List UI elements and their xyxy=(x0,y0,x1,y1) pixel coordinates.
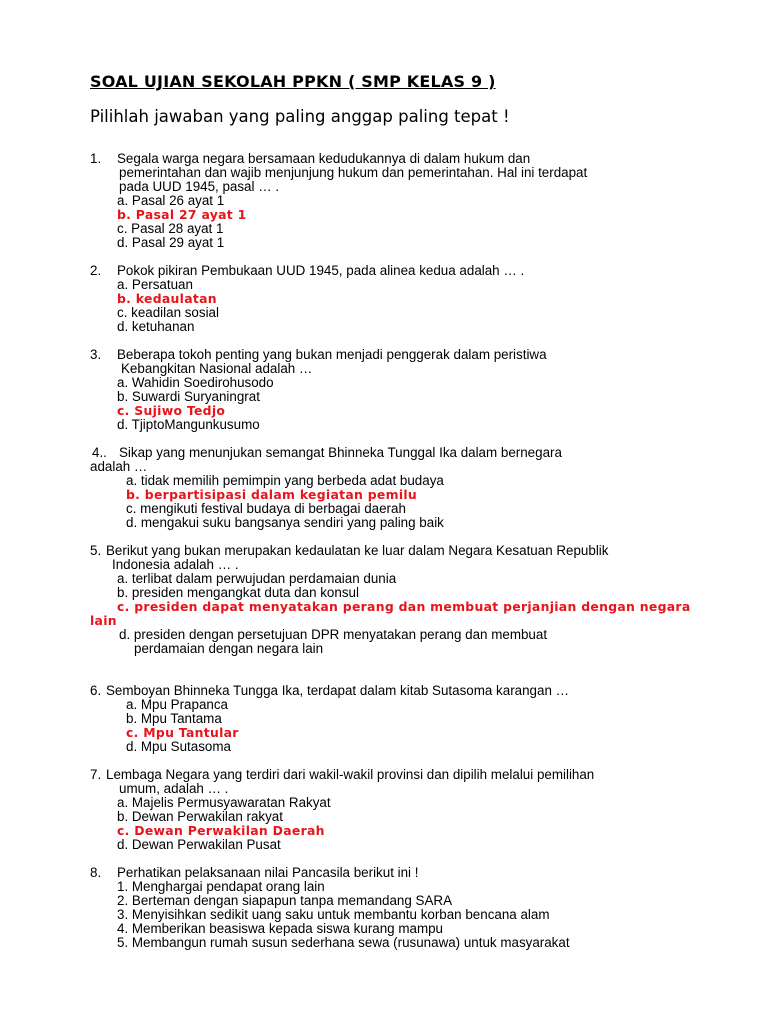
question-number: 4.. xyxy=(92,445,107,460)
question-text: pemerintahan dan wajib menjunjung hukum dan pemerintahan. Hal ini terdapat xyxy=(119,165,588,180)
option-b: b. Mpu Tantama xyxy=(126,711,222,726)
option-d: d. Mpu Sutasoma xyxy=(126,739,231,754)
option-b: b. Suwardi Suryaningrat xyxy=(117,389,260,404)
option-d: d. TjiptoMangunkusumo xyxy=(117,417,260,432)
question-text: Kebangkitan Nasional adalah … xyxy=(121,361,313,376)
option-a: a. Wahidin Soedirohusodo xyxy=(117,375,274,390)
option-d-continued: perdamaian dengan negara lain xyxy=(134,641,324,656)
question-text: Berikut yang bukan merupakan kedaulatan ke luar dalam Negara Kesatuan Republik xyxy=(106,543,609,558)
question-number: 1. xyxy=(90,151,102,166)
option-b: b. Dewan Perwakilan rakyat xyxy=(117,809,283,824)
question-number: 3. xyxy=(90,347,102,362)
question-text: Indonesia adalah … . xyxy=(112,557,239,572)
option-d: d. Pasal 29 ayat 1 xyxy=(117,235,225,250)
question-text: Beberapa tokoh penting yang bukan menjadi penggerak dalam peristiwa xyxy=(117,347,547,362)
question-text: Segala warga negara bersamaan kedudukannya di dalam hukum dan xyxy=(117,151,531,166)
option-c: c. Pasal 28 ayat 1 xyxy=(117,221,224,236)
option-d: d. presiden dengan persetujuan DPR menyatakan perang dan membuat xyxy=(119,627,548,642)
option-a: a. Persatuan xyxy=(117,277,193,292)
option-b-answer: b. kedaulatan xyxy=(117,291,217,306)
question-text: Perhatikan pelaksanaan nilai Pancasila berikut ini ! xyxy=(117,865,419,880)
question-number: 8. xyxy=(90,865,102,880)
question-text: Sikap yang menunjukan semangat Bhinneka Tunggal Ika dalam bernegara xyxy=(119,445,562,460)
list-item: 5. Membangun rumah susun sederhana sewa (rusunawa) untuk masyarakat xyxy=(117,935,570,950)
option-b-answer: b. Pasal 27 ayat 1 xyxy=(117,207,247,222)
option-d: d. Dewan Perwakilan Pusat xyxy=(117,837,281,852)
option-c: c. keadilan sosial xyxy=(117,305,219,320)
list-item: 2. Berteman dengan siapapun tanpa memandang SARA xyxy=(117,893,452,908)
question-text: Semboyan Bhinneka Tungga Ika, terdapat dalam kitab Sutasoma karangan … xyxy=(106,683,570,698)
option-c-answer: c. presiden dapat menyatakan perang dan membuat perjanjian dengan negara xyxy=(117,599,691,614)
list-item: 3. Menyisihkan sedikit uang saku untuk membantu korban bencana alam xyxy=(117,907,550,922)
question-text: Pokok pikiran Pembukaan UUD 1945, pada alinea kedua adalah … . xyxy=(117,263,525,278)
option-c-answer: c. Sujiwo Tedjo xyxy=(117,403,226,418)
option-d: d. mengakui suku bangsanya sendiri yang paling baik xyxy=(126,515,444,530)
option-c-answer: c. Mpu Tantular xyxy=(126,725,239,740)
list-item: 4. Memberikan beasiswa kepada siswa kurang mampu xyxy=(117,921,443,936)
option-c: c. mengikuti festival budaya di berbagai daerah xyxy=(126,501,406,516)
question-number: 6. xyxy=(90,683,102,698)
option-d: d. ketuhanan xyxy=(117,319,195,334)
option-c-answer-continued: lain xyxy=(90,613,117,628)
list-item: 1. Menghargai pendapat orang lain xyxy=(117,879,325,894)
question-text: pada UUD 1945, pasal … . xyxy=(119,179,280,194)
question-text: Lembaga Negara yang terdiri dari wakil-wakil provinsi dan dipilih melalui pemilihan xyxy=(106,767,595,782)
question-number: 5. xyxy=(90,543,102,558)
option-b: b. presiden mengangkat duta dan konsul xyxy=(117,585,359,600)
instruction: Pilihlah jawaban yang paling anggap paling tepat ! xyxy=(90,107,510,126)
option-a: a. tidak memilih pemimpin yang berbeda adat budaya xyxy=(126,473,444,488)
question-text: adalah … xyxy=(90,459,148,474)
question-number: 2. xyxy=(90,263,102,278)
question-text: umum, adalah … . xyxy=(119,781,229,796)
option-a: a. Mpu Prapanca xyxy=(126,697,228,712)
page-title: SOAL UJIAN SEKOLAH PPKN ( SMP KELAS 9 ) xyxy=(90,72,496,91)
option-a: a. Majelis Permusyawaratan Rakyat xyxy=(117,795,331,810)
option-a: a. Pasal 26 ayat 1 xyxy=(117,193,225,208)
question-number: 7. xyxy=(90,767,102,782)
option-c-answer: c. Dewan Perwakilan Daerah xyxy=(117,823,325,838)
option-b-answer: b. berpartisipasi dalam kegiatan pemilu xyxy=(126,487,418,502)
option-a: a. terlibat dalam perwujudan perdamaian dunia xyxy=(117,571,397,586)
